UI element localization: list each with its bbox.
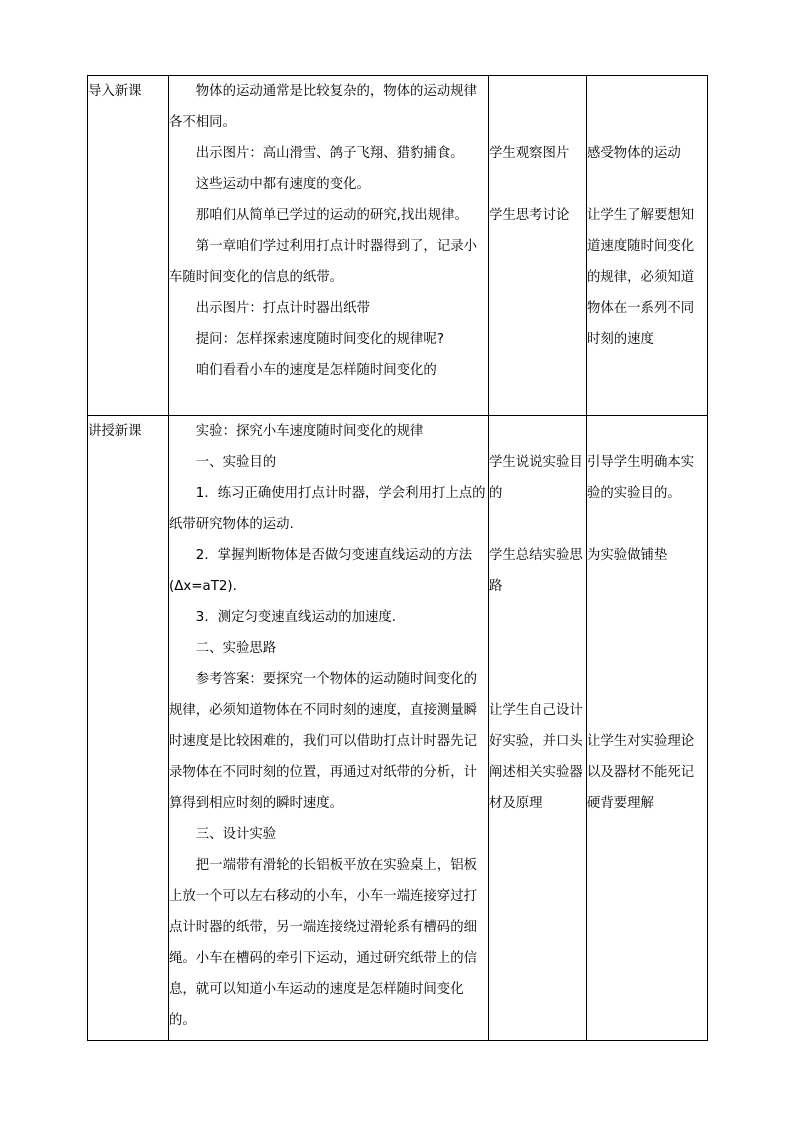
design-intent: 让学生了解要想知道速度随时间变化的规律，必须知道物体在一系列不同时刻的速度 [587,208,695,347]
design-intent-cell [587,76,708,416]
stage-label: 导入新课 [88,84,142,99]
content-paragraph: 那咱们从简单已学过的运动的研究,找出规律。 [195,208,468,223]
lesson-plan-table [87,75,708,1041]
content-paragraph: 1．练习正确使用打点计时器，学会利用打上点的纸带研究物体的运动. [169,486,486,532]
stage-label: 讲授新课 [88,424,142,439]
design-intent: 引导学生明确本实验的实验目的。 [587,455,695,501]
content-paragraph: 3．测定匀变速直线运动的加速度. [195,610,397,625]
content-paragraph: 提问：怎样探索速度随时间变化的规律呢? [195,332,444,347]
stage-cell [88,76,169,416]
student-activity: 学生观察图片 [489,146,570,161]
content-paragraph: 咱们看看小车的速度是怎样随时间变化的 [195,363,437,378]
content-paragraph: 三、设计实验 [195,827,277,842]
student-activity-cell [489,76,587,416]
content-paragraph: 物体的运动通常是比较复杂的，物体的运动规律各不相同。 [169,84,477,130]
student-activity: 让学生自己设计好实验，并口头阐述相关实验器材及原理 [489,703,583,811]
content-paragraph: 一、实验目的 [195,455,277,470]
content-cell [169,76,489,416]
design-intent: 让学生对实验理论以及器材不能死记硬背要理解 [587,734,695,811]
content-paragraph: 把一端带有滑轮的长铝板平放在实验桌上，铝板上放一个可以左右移动的小车，小车一端连接穿过打点计时器的纸带，另一端连接绕过滑轮系有槽码的细绳。小车在槽码的牵引下运动，通过研究纸带上的信息，就可以知道小车运动的速度是怎样随时间变化的。 [169,858,477,1028]
content-paragraph: 出示图片：高山滑雪、鸽子飞翔、猎豹捕食。 [195,146,464,161]
content-paragraph: 2．掌握判断物体是否做匀变速直线运动的方法(Δx=aT2). [169,548,473,594]
student-activity: 学生思考讨论 [489,208,570,223]
design-intent: 为实验做铺垫 [587,548,668,563]
content-paragraph: 第一章咱们学过利用打点计时器得到了，记录小车随时间变化的信息的纸带。 [169,239,477,285]
table-row-intro [88,76,708,416]
table-row-new-lesson [88,416,708,1041]
design-intent-cell [587,416,708,1041]
design-intent: 感受物体的运动 [587,146,681,161]
stage-cell [88,416,169,1041]
content-cell [169,416,489,1041]
content-paragraph: 这些运动中都有速度的变化。 [195,177,370,192]
content-paragraph: 参考答案：要探究一个物体的运动随时间变化的规律，必须知道物体在不同时刻的速度，直接测量瞬时速度是比较困难的，我们可以借助打点计时器先记录物体在不同时刻的位置，再通过对纸带的分析，计算得到相应时刻的瞬时速度。 [169,672,477,811]
content-paragraph: 二、实验思路 [195,641,277,656]
student-activity-cell [489,416,587,1041]
student-activity: 学生说说实验目的 [489,455,583,501]
content-paragraph: 出示图片：打点计时器出纸带 [195,301,370,316]
student-activity: 学生总结实验思路 [489,548,583,594]
content-paragraph: 实验：探究小车速度随时间变化的规律 [195,424,424,439]
